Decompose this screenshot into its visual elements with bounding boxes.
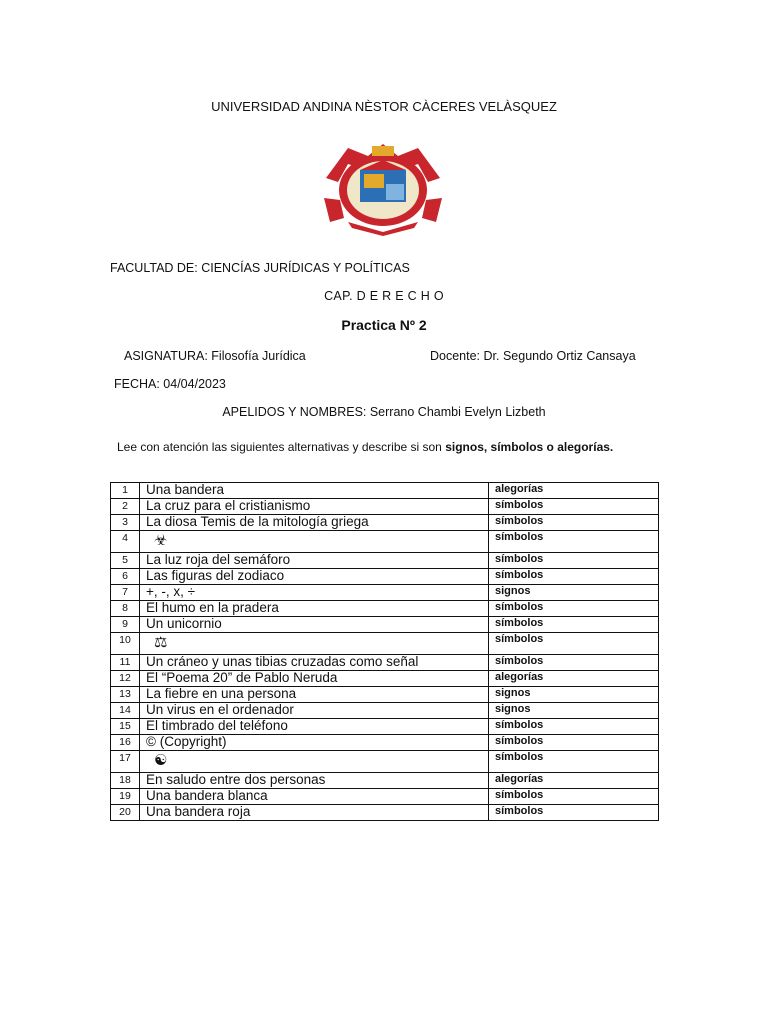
row-answer: símbolos <box>489 569 659 585</box>
row-answer: alegorías <box>489 483 659 499</box>
row-item: Las figuras del zodiaco <box>140 569 489 585</box>
teacher-line: Docente: Dr. Segundo Ortiz Cansaya <box>430 349 636 363</box>
table-row <box>111 671 659 687</box>
row-answer: signos <box>489 687 659 703</box>
instructions-bold: signos, símbolos o alegorías. <box>445 440 614 454</box>
row-number: 16 <box>111 735 140 751</box>
row-number: 7 <box>111 585 140 601</box>
justice-statue-icon: ⚖ <box>154 634 168 651</box>
table-row <box>111 751 659 773</box>
row-item: Una bandera <box>140 483 489 499</box>
row-item: El timbrado del teléfono <box>140 719 489 735</box>
career-line: CAP. D E R E C H O <box>324 289 444 303</box>
row-item: © (Copyright) <box>140 735 489 751</box>
table-row <box>111 687 659 703</box>
row-item: El humo en la pradera <box>140 601 489 617</box>
table-row <box>111 719 659 735</box>
row-number: 14 <box>111 703 140 719</box>
subject-line: ASIGNATURA: Filosofía Jurídica <box>124 349 306 363</box>
row-item: La luz roja del semáforo <box>140 553 489 569</box>
row-number: 12 <box>111 671 140 687</box>
table-row <box>111 553 659 569</box>
row-answer: símbolos <box>489 719 659 735</box>
university-seal-logo <box>318 138 448 236</box>
table-row <box>111 483 659 499</box>
table-row <box>111 789 659 805</box>
table-row <box>111 655 659 671</box>
table-row <box>111 585 659 601</box>
biohazard-icon: ☣ <box>154 532 168 549</box>
row-answer: símbolos <box>489 553 659 569</box>
row-answer: símbolos <box>489 617 659 633</box>
row-answer: alegorías <box>489 773 659 789</box>
row-answer: símbolos <box>489 655 659 671</box>
row-answer: símbolos <box>489 751 659 773</box>
row-item: Una bandera roja <box>140 805 489 821</box>
table-row <box>111 703 659 719</box>
table-row <box>111 805 659 821</box>
table-row <box>111 569 659 585</box>
table-row <box>111 601 659 617</box>
row-number: 8 <box>111 601 140 617</box>
table-row <box>111 773 659 789</box>
row-number: 20 <box>111 805 140 821</box>
row-number: 3 <box>111 515 140 531</box>
row-item: La diosa Temis de la mitología griega <box>140 515 489 531</box>
row-item <box>140 531 489 553</box>
row-answer: símbolos <box>489 735 659 751</box>
table-row <box>111 499 659 515</box>
row-number: 10 <box>111 633 140 655</box>
instructions <box>117 440 613 454</box>
table-row <box>111 531 659 553</box>
row-item: Una bandera blanca <box>140 789 489 805</box>
row-number: 1 <box>111 483 140 499</box>
row-item: La fiebre en una persona <box>140 687 489 703</box>
row-number: 2 <box>111 499 140 515</box>
row-answer: símbolos <box>489 601 659 617</box>
row-number: 5 <box>111 553 140 569</box>
row-answer: signos <box>489 703 659 719</box>
yin-yang-icon: ☯ <box>154 752 168 769</box>
row-number: 19 <box>111 789 140 805</box>
row-answer: símbolos <box>489 633 659 655</box>
row-number: 9 <box>111 617 140 633</box>
row-answer: alegorías <box>489 671 659 687</box>
row-item: El “Poema 20” de Pablo Neruda <box>140 671 489 687</box>
student-name-line: APELIDOS Y NOMBRES: Serrano Chambi Evelyn Lizbeth <box>222 405 546 419</box>
row-number: 13 <box>111 687 140 703</box>
answers-table <box>110 482 659 821</box>
table-row <box>111 515 659 531</box>
row-answer: símbolos <box>489 805 659 821</box>
table-row <box>111 735 659 751</box>
row-number: 15 <box>111 719 140 735</box>
faculty-line: FACULTAD DE: CIENCÍAS JURÍDICAS Y POLÍTICAS <box>110 261 410 275</box>
row-answer: signos <box>489 585 659 601</box>
table-row <box>111 617 659 633</box>
row-item: Un cráneo y unas tibias cruzadas como señal <box>140 655 489 671</box>
table-row <box>111 633 659 655</box>
university-title: UNIVERSIDAD ANDINA NÈSTOR CÀCERES VELÀSQUEZ <box>211 99 557 114</box>
instructions-text: Lee con atención las siguientes alternativas y describe si son <box>117 440 446 454</box>
practice-title: Practica Nº 2 <box>341 317 427 333</box>
row-answer: símbolos <box>489 499 659 515</box>
row-answer: símbolos <box>489 531 659 553</box>
row-number: 4 <box>111 531 140 553</box>
row-item: +, -, x, ÷ <box>140 585 489 601</box>
row-answer: símbolos <box>489 515 659 531</box>
row-number: 17 <box>111 751 140 773</box>
row-item <box>140 633 489 655</box>
row-number: 18 <box>111 773 140 789</box>
row-answer: símbolos <box>489 789 659 805</box>
row-item: Un unicornio <box>140 617 489 633</box>
row-number: 6 <box>111 569 140 585</box>
row-item: En saludo entre dos personas <box>140 773 489 789</box>
row-item <box>140 751 489 773</box>
row-item: La cruz para el cristianismo <box>140 499 489 515</box>
row-number: 11 <box>111 655 140 671</box>
row-item: Un virus en el ordenador <box>140 703 489 719</box>
date-line: FECHA: 04/04/2023 <box>114 377 226 391</box>
